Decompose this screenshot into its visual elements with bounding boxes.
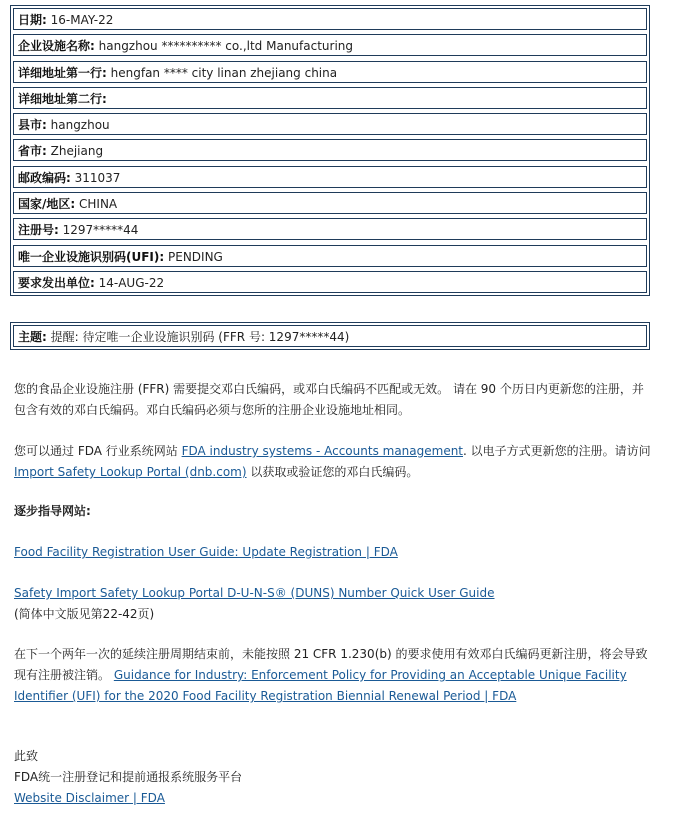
ufi-guidance-link[interactable]: Guidance for Industry: Enforcement Policy for Providing an Acceptable Unique Facility Identifier (UFI) for the 2020 Food Facility Registration Biennial Renewal Period | FDA [14, 668, 627, 703]
subject-row [13, 325, 647, 347]
deregistration-text: 在下一个两年一次的延续注册周期结束前，未能按照 21 CFR 1.230(b) 的要求使用有效邓白氏编码更新注册，将会导致现有注册被注销。 [14, 647, 648, 682]
info-value: 16-MAY-22 [46, 13, 114, 27]
subject-box [10, 322, 650, 350]
guide-link-2-wrap [14, 583, 654, 625]
info-value: hangzhou ********** co.,ltd Manufacturing [94, 39, 354, 54]
info-label: 省市: [18, 144, 47, 159]
info-value: 1297*****44 [58, 223, 139, 238]
info-row [13, 139, 647, 161]
info-row [13, 8, 647, 30]
guide-link-1-wrap [14, 542, 654, 563]
update-text-a: 您可以通过 FDA 行业系统网站 [14, 444, 182, 458]
info-row [13, 61, 647, 83]
info-row [13, 166, 647, 188]
info-label: 详细地址第一行: [18, 65, 107, 80]
info-label: 日期: [18, 13, 47, 27]
website-disclaimer-link[interactable]: Website Disclaimer | FDA [14, 791, 165, 805]
subject-text: 提醒: 待定唯一企业设施识别码 (FFR 号: 1297*****44) [46, 330, 350, 344]
info-label: 注册号: [18, 223, 59, 238]
import-safety-lookup-link[interactable]: Import Safety Lookup Portal (dnb.com) [14, 465, 247, 479]
info-value: PENDING [164, 249, 223, 264]
info-row [13, 218, 647, 240]
info-label: 唯一企业设施识别码(UFI): [18, 249, 165, 264]
info-label: 企业设施名称: [18, 39, 95, 54]
fda-industry-systems-link[interactable]: FDA industry systems - Accounts management [181, 444, 464, 458]
info-row [13, 192, 647, 214]
update-text-b: . 以电子方式更新您的注册。请访问 [463, 444, 651, 458]
info-row [13, 245, 647, 267]
info-value: 311037 [70, 170, 121, 185]
info-value: 14-AUG-22 [94, 275, 165, 290]
info-value: hangzhou [46, 118, 110, 133]
info-label: 邮政编码: [18, 170, 71, 185]
info-label: 要求发出单位: [18, 275, 95, 290]
deregistration-paragraph [14, 644, 654, 707]
info-row [13, 113, 647, 135]
duns-quick-guide-link[interactable]: Safety Import Safety Lookup Portal D-U-N-S® (DUNS) Number Quick User Guide [14, 586, 495, 600]
notice-paragraph [14, 379, 654, 421]
guide-heading: 逐步指导网站: [14, 504, 91, 518]
notice-text: 您的食品企业设施注册 (FFR) 需要提交邓白氏编码，或邓白氏编码不匹配或无效。 请在 90 个历日内更新您的注册，并包含有效的邓白氏编码。邓白氏编码必须与您所的注册企业设施地址相同。 [14, 382, 644, 417]
closing-text: 此致 [14, 749, 39, 763]
info-row [13, 34, 647, 56]
update-text-c: 以获取或验证您的邓白氏编码。 [246, 465, 419, 479]
info-row [13, 271, 647, 293]
info-value: Zhejiang [46, 144, 104, 159]
registration-info-table [10, 5, 650, 296]
info-value: hengfan **** city linan zhejiang china [106, 65, 338, 80]
info-value: CHINA [75, 197, 118, 212]
info-label: 详细地址第二行: [18, 91, 107, 106]
info-row [13, 87, 647, 109]
signature-text: FDA统一注册登记和提前通报系统服务平台 [14, 770, 243, 784]
guide-note: (简体中文版见第22-42页) [14, 607, 155, 621]
info-label: 县市: [18, 118, 47, 133]
update-paragraph [14, 441, 654, 483]
closing-block [14, 746, 654, 809]
food-facility-registration-guide-link[interactable]: Food Facility Registration User Guide: Update Registration | FDA [14, 545, 398, 559]
info-label: 国家/地区: [18, 197, 76, 212]
subject-label: 主题: [18, 330, 47, 344]
